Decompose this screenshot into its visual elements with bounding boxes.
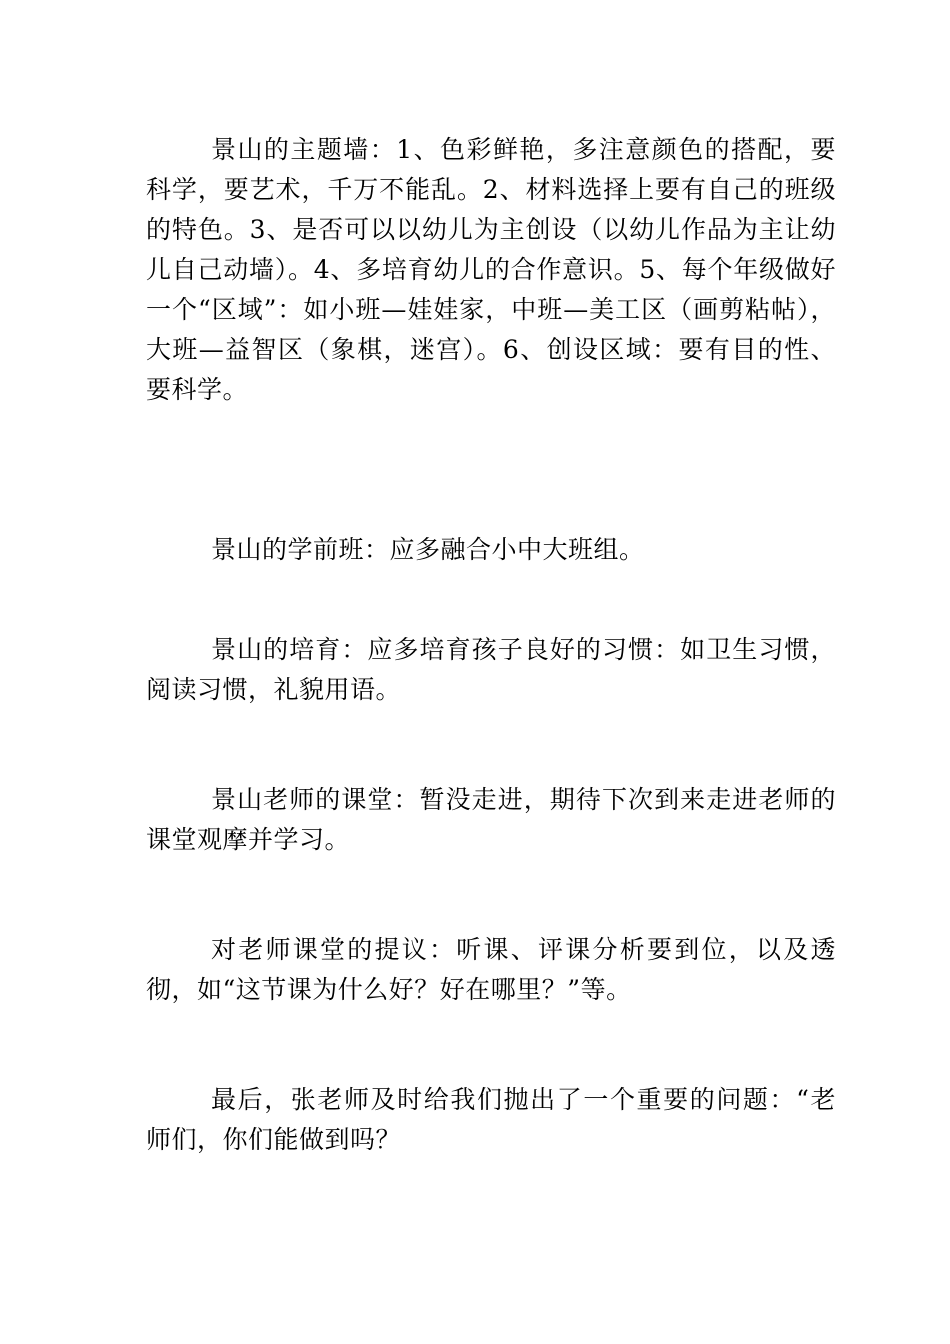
paragraph-teacher-classroom: 景山老师的课堂：暂没走进，期待下次到来走进老师的课堂观摩并学习。 <box>146 785 836 854</box>
paragraph-theme-wall: 景山的主题墙：1、色彩鲜艳，多注意颜色的搭配，要科学，要艺术，千万不能乱。2、材料选择上要有自己的班级的特色。3、是否可以以幼儿为主创设（以幼儿作品为主让幼儿自己动墙）。4、多培育幼儿的合作意识。5、每个年级做好一个“区域”：如小班—娃娃家，中班—美工区（画剪粘帖），大班—益智区（象棋，迷宫）。6、创设区域：要有目的性、要科学。 <box>146 135 836 404</box>
paragraph-classroom-suggestion: 对老师课堂的提议：听课、评课分析要到位，以及透彻，如“这节课为什么好？好在哪里？”等。 <box>146 935 836 1004</box>
paragraph-preschool-class: 景山的学前班：应多融合小中大班组。 <box>211 535 645 564</box>
paragraph-closing-question: 最后，张老师及时给我们抛出了一个重要的问题：“老师们，你们能做到吗？ <box>146 1085 836 1154</box>
paragraph-cultivation: 景山的培育：应多培育孩子良好的习惯：如卫生习惯，阅读习惯，礼貌用语。 <box>146 635 836 704</box>
